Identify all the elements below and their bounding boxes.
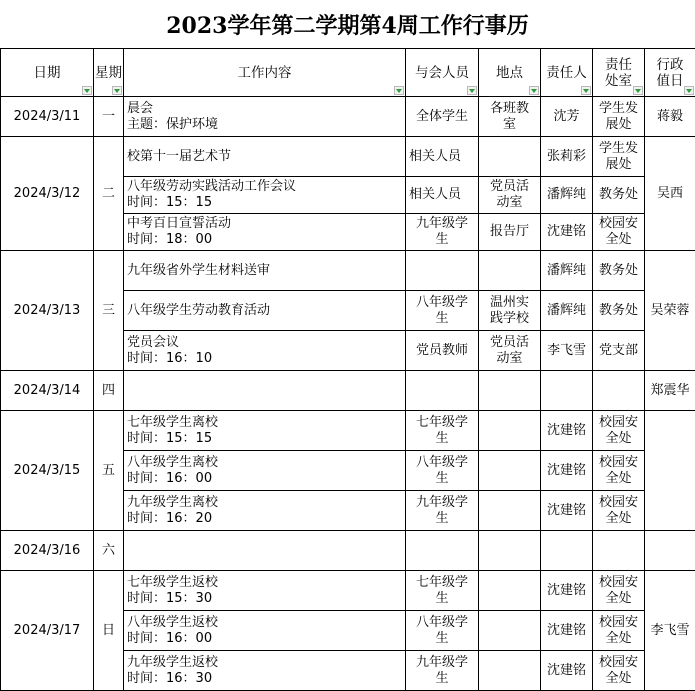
column-header-participants: 与会人员 (406, 49, 479, 97)
content-cell: 八年级劳动实践活动工作会议 时间：15：15 (124, 177, 406, 214)
content-cell: 七年级学生返校 时间：15：30 (124, 571, 406, 611)
person-cell (541, 531, 593, 571)
location-cell (479, 651, 541, 691)
table-row (1, 371, 695, 411)
date-cell: 2024/3/11 (1, 97, 94, 137)
weekday-cell: 五 (94, 411, 124, 531)
dept-cell: 校园安 全处 (593, 491, 645, 531)
duty-cell: 吴荣蓉 (645, 251, 695, 371)
person-cell (541, 371, 593, 411)
location-cell (479, 251, 541, 291)
person-cell: 潘辉纯 (541, 251, 593, 291)
person-cell: 张莉彩 (541, 137, 593, 177)
person-cell: 沈建铭 (541, 411, 593, 451)
dept-cell: 校园安 全处 (593, 411, 645, 451)
weekday-cell: 二 (94, 137, 124, 251)
location-cell (479, 531, 541, 571)
weekday-cell: 六 (94, 531, 124, 571)
date-cell: 2024/3/12 (1, 137, 94, 251)
content-cell (124, 371, 406, 411)
participants-cell: 八年级学 生 (406, 291, 479, 331)
location-cell (479, 491, 541, 531)
filter-dropdown-icon[interactable] (684, 86, 694, 95)
content-cell (124, 531, 406, 571)
column-header-dept: 责任 处室 (593, 49, 645, 97)
person-cell: 沈建铭 (541, 451, 593, 491)
content-cell: 七年级学生离校 时间：15：15 (124, 411, 406, 451)
participants-cell (406, 251, 479, 291)
dept-cell: 学生发 展处 (593, 97, 645, 137)
content-cell: 九年级学生离校 时间：16：20 (124, 491, 406, 531)
location-cell (479, 451, 541, 491)
person-cell: 李飞雪 (541, 331, 593, 371)
content-cell: 中考百日宣誓活动 时间：18：00 (124, 214, 406, 251)
dept-cell: 教务处 (593, 291, 645, 331)
column-header-content: 工作内容 (124, 49, 406, 97)
duty-cell: 吴西 (645, 137, 695, 251)
table-row (1, 251, 695, 291)
location-cell (479, 411, 541, 451)
duty-cell (645, 411, 695, 531)
dept-cell (593, 371, 645, 411)
table-row (1, 411, 695, 451)
location-cell: 报告厅 (479, 214, 541, 251)
person-cell: 潘辉纯 (541, 291, 593, 331)
weekday-cell: 一 (94, 97, 124, 137)
date-cell: 2024/3/13 (1, 251, 94, 371)
content-cell: 八年级学生劳动教育活动 (124, 291, 406, 331)
column-header-weekday: 星期 (94, 49, 124, 97)
filter-dropdown-icon[interactable] (112, 86, 122, 95)
participants-cell: 相关人员 (406, 137, 479, 177)
content-cell: 八年级学生返校 时间：16：00 (124, 611, 406, 651)
column-header-location: 地点 (479, 49, 541, 97)
schedule-table (0, 48, 695, 691)
participants-cell: 党员教师 (406, 331, 479, 371)
content-cell: 晨会 主题：保护环境 (124, 97, 406, 137)
person-cell: 沈芳 (541, 97, 593, 137)
person-cell: 沈建铭 (541, 214, 593, 251)
table-row (1, 571, 695, 611)
participants-cell (406, 531, 479, 571)
location-cell: 党员活 动室 (479, 177, 541, 214)
dept-cell: 党支部 (593, 331, 645, 371)
date-cell: 2024/3/17 (1, 571, 94, 691)
date-cell: 2024/3/16 (1, 531, 94, 571)
participants-cell: 相关人员 (406, 177, 479, 214)
location-cell (479, 371, 541, 411)
person-cell: 沈建铭 (541, 611, 593, 651)
dept-cell: 学生发 展处 (593, 137, 645, 177)
content-cell: 八年级学生离校 时间：16：00 (124, 451, 406, 491)
participants-cell: 九年级学 生 (406, 651, 479, 691)
person-cell: 沈建铭 (541, 571, 593, 611)
location-cell: 温州实 践学校 (479, 291, 541, 331)
participants-cell: 七年级学 生 (406, 571, 479, 611)
location-cell: 党员活 动室 (479, 331, 541, 371)
location-cell (479, 611, 541, 651)
dept-cell (593, 531, 645, 571)
filter-dropdown-icon[interactable] (581, 86, 591, 95)
content-cell: 党员会议 时间：16：10 (124, 331, 406, 371)
person-cell: 沈建铭 (541, 651, 593, 691)
duty-cell: 李飞雪 (645, 571, 695, 691)
dept-cell: 校园安 全处 (593, 214, 645, 251)
table-row (1, 97, 695, 137)
filter-dropdown-icon[interactable] (82, 86, 92, 95)
duty-cell: 蒋毅 (645, 97, 695, 137)
weekday-cell: 日 (94, 571, 124, 691)
location-cell: 各班教 室 (479, 97, 541, 137)
content-cell: 九年级省外学生材料送审 (124, 251, 406, 291)
dept-cell: 校园安 全处 (593, 571, 645, 611)
person-cell: 潘辉纯 (541, 177, 593, 214)
participants-cell: 九年级学 生 (406, 491, 479, 531)
weekday-cell: 四 (94, 371, 124, 411)
dept-cell: 校园安 全处 (593, 451, 645, 491)
weekday-cell: 三 (94, 251, 124, 371)
dept-cell: 校园安 全处 (593, 611, 645, 651)
participants-cell (406, 371, 479, 411)
filter-dropdown-icon[interactable] (633, 86, 643, 95)
column-header-date: 日期 (1, 49, 94, 97)
duty-cell: 郑震华 (645, 371, 695, 411)
dept-cell: 校园安 全处 (593, 651, 645, 691)
participants-cell: 八年级学 生 (406, 451, 479, 491)
date-cell: 2024/3/14 (1, 371, 94, 411)
filter-dropdown-icon[interactable] (394, 86, 404, 95)
content-cell: 九年级学生返校 时间：16：30 (124, 651, 406, 691)
duty-cell (645, 531, 695, 571)
person-cell: 沈建铭 (541, 491, 593, 531)
participants-cell: 九年级学 生 (406, 214, 479, 251)
filter-dropdown-icon[interactable] (467, 86, 477, 95)
participants-cell: 八年级学 生 (406, 611, 479, 651)
location-cell (479, 137, 541, 177)
filter-dropdown-icon[interactable] (529, 86, 539, 95)
participants-cell: 全体学生 (406, 97, 479, 137)
location-cell (479, 571, 541, 611)
table-row (1, 531, 695, 571)
page-title: 2023学年第二学期第4周工作行事历 (166, 12, 529, 39)
dept-cell: 教务处 (593, 251, 645, 291)
column-header-duty: 行政 值日 (645, 49, 695, 97)
date-cell: 2024/3/15 (1, 411, 94, 531)
dept-cell: 教务处 (593, 177, 645, 214)
table-row (1, 137, 695, 177)
column-header-person: 责任人 (541, 49, 593, 97)
participants-cell: 七年级学 生 (406, 411, 479, 451)
content-cell: 校第十一届艺术节 (124, 137, 406, 177)
